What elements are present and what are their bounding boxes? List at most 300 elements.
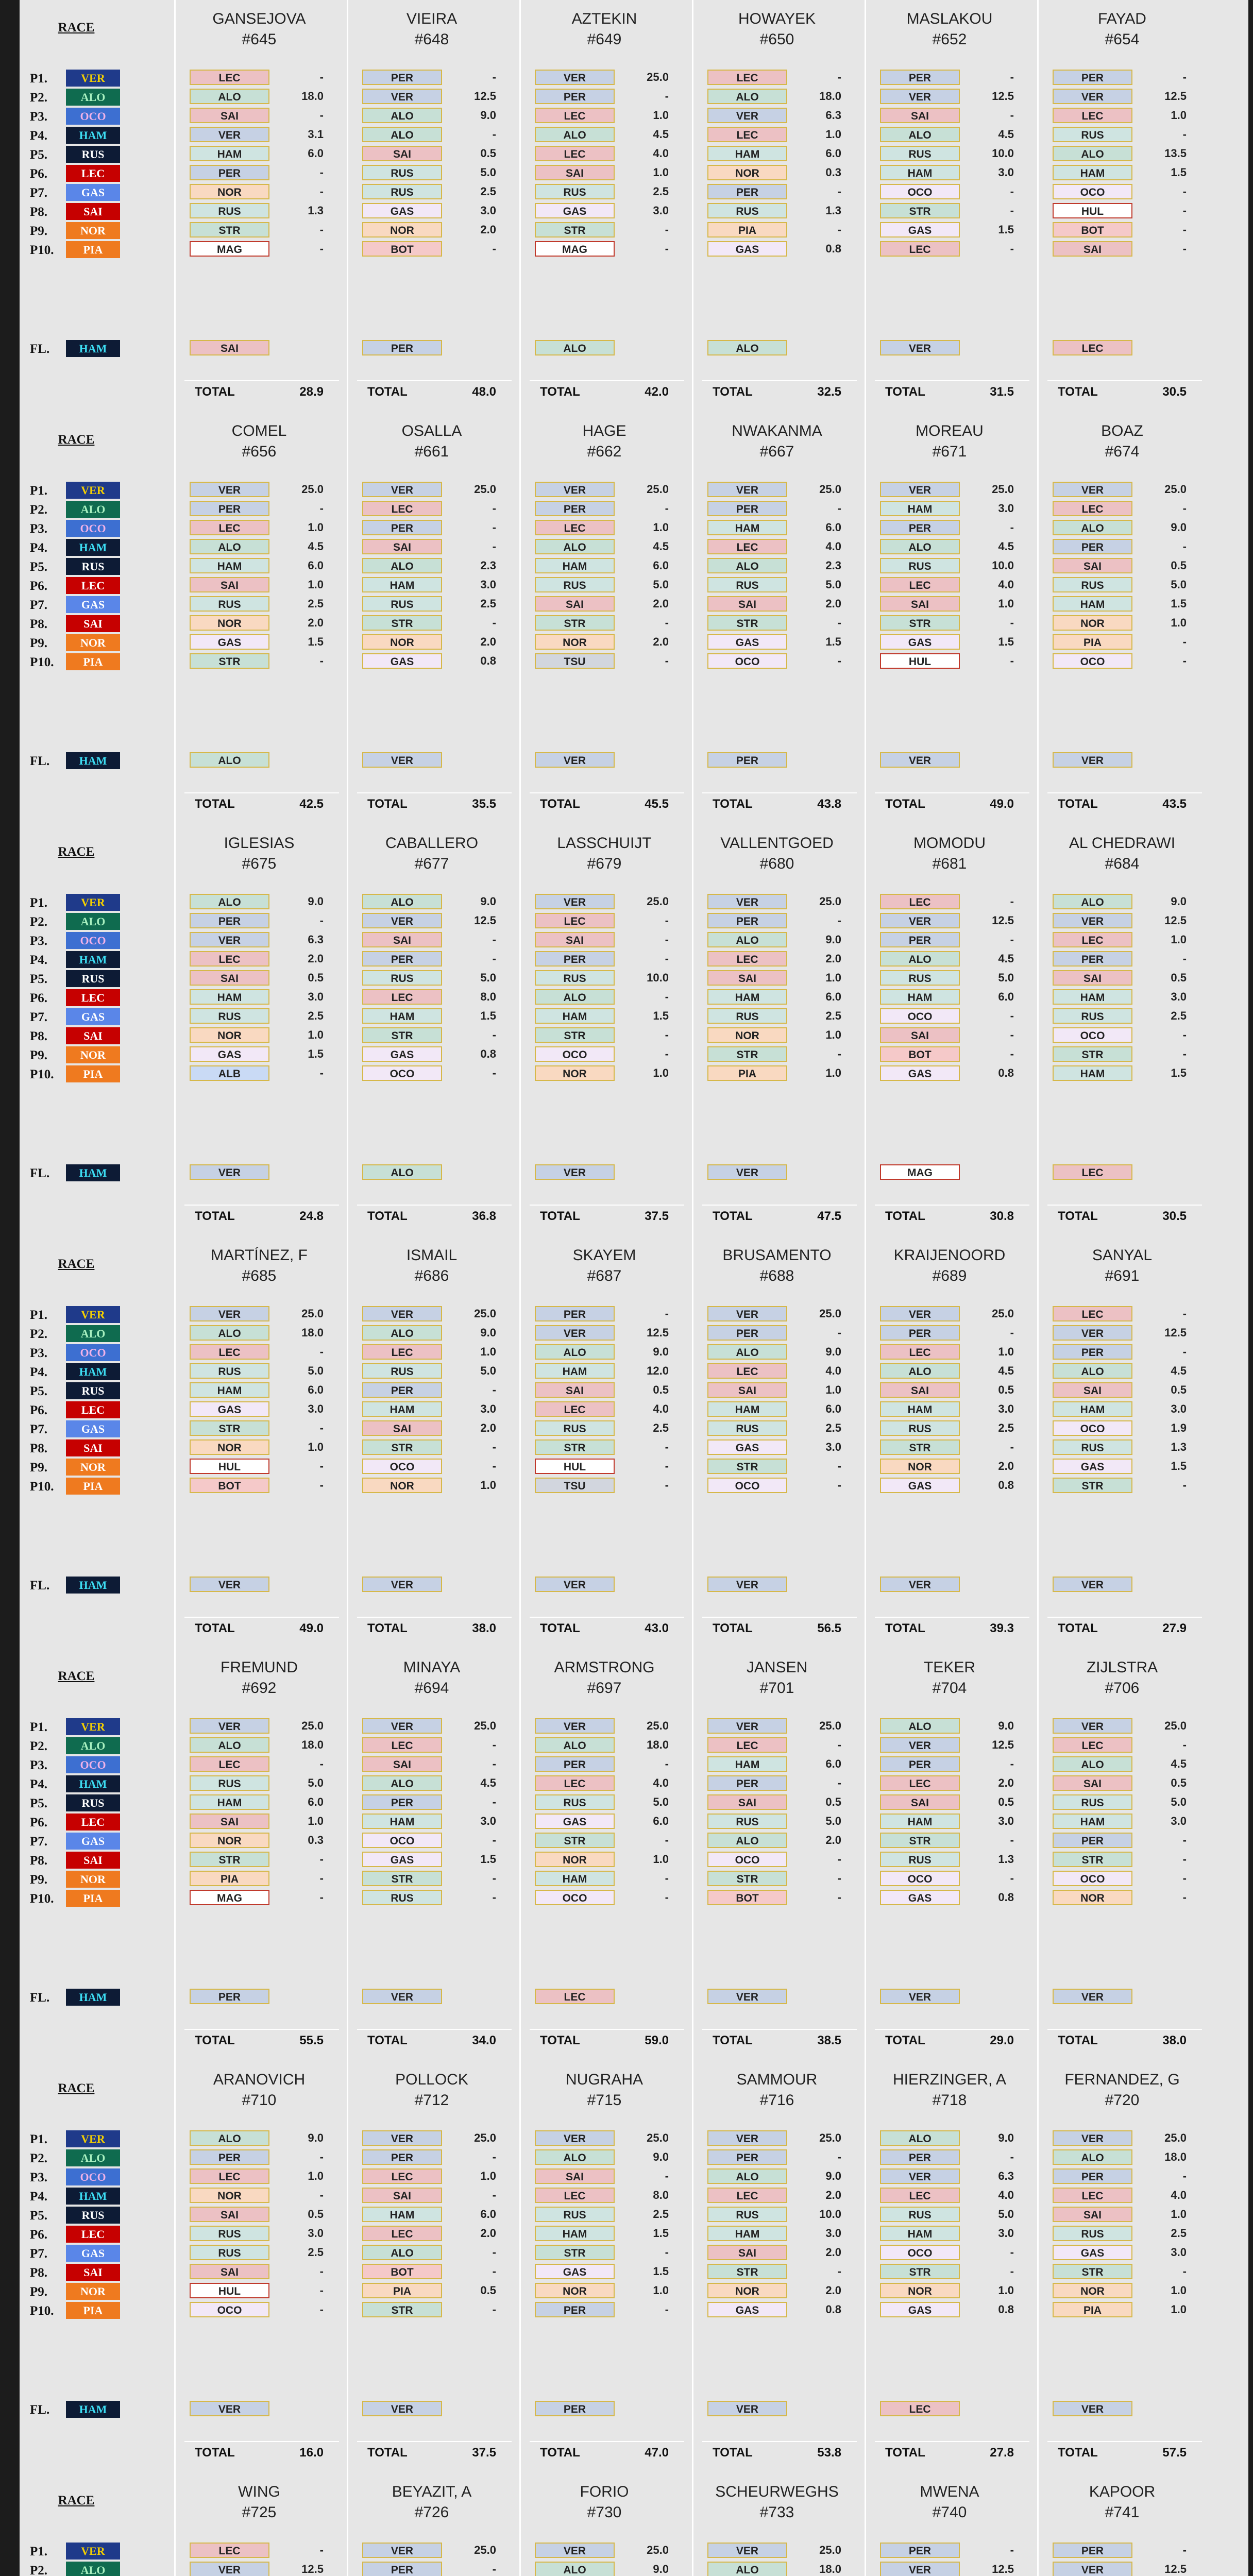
player-column — [692, 1236, 862, 1649]
pick-points: 5.0 — [480, 1364, 496, 1377]
pick-cell: HUL — [190, 1459, 269, 1474]
pick-cell: PER — [190, 501, 269, 516]
pick-points: - — [492, 1066, 496, 1079]
key-driver-badge: SAI — [66, 1852, 120, 1869]
pick-cell: GAS — [880, 1065, 960, 1081]
pick-cell: RUS — [1053, 127, 1132, 142]
pick-points: 5.0 — [1171, 578, 1187, 591]
pick-cell: VER — [880, 2562, 960, 2576]
pick-cell: LEC — [707, 1363, 787, 1379]
key-driver-badge: PIA — [66, 1890, 120, 1907]
pick-cell: PER — [880, 520, 960, 535]
pick-cell: ALO — [1053, 1363, 1132, 1379]
key-driver-badge: NOR — [66, 222, 120, 239]
pick-points: 4.0 — [998, 578, 1014, 591]
pick-points: - — [1010, 2150, 1014, 2163]
player-column — [347, 0, 517, 412]
pick-cell: STR — [707, 1459, 787, 1474]
pick-cell: STR — [880, 2264, 960, 2279]
pick-points: - — [1182, 540, 1187, 553]
player-number: #662 — [587, 443, 622, 460]
pick-points: 6.0 — [653, 559, 669, 572]
player-number: #688 — [759, 1267, 794, 1284]
position-label: P10. — [30, 1480, 54, 1494]
pick-cell: PIA — [362, 2283, 442, 2298]
pick-points: 18.0 — [819, 90, 841, 103]
pick-cell: SAI — [535, 1382, 615, 1398]
pick-points: 0.8 — [998, 1479, 1014, 1492]
pick-cell: STR — [190, 222, 269, 238]
total-rule — [530, 2029, 684, 2030]
total-label: TOTAL — [367, 385, 408, 399]
pick-cell: HAM — [707, 2226, 787, 2241]
total-label: TOTAL — [713, 1621, 753, 1635]
pick-points: 9.0 — [308, 2131, 324, 2144]
player-number: #671 — [932, 443, 967, 460]
column-divider — [692, 824, 693, 1236]
pick-points: 5.0 — [653, 578, 669, 591]
fastest-lap-label: FL. — [30, 2403, 50, 2417]
player-name: KAPOOR — [1089, 2483, 1156, 2500]
pick-points: - — [492, 1872, 496, 1885]
key-driver-badge: RUS — [66, 1382, 120, 1399]
pick-points: 2.0 — [825, 2246, 841, 2259]
total-label: TOTAL — [195, 2446, 235, 2460]
pick-cell: BOT — [362, 2264, 442, 2279]
driver-key — [20, 824, 123, 1236]
pick-points: 9.0 — [480, 895, 496, 908]
position-label: P9. — [30, 1461, 48, 1475]
pick-cell: PER — [880, 932, 960, 947]
pick-cell: STR — [535, 615, 615, 631]
column-divider — [692, 412, 693, 824]
pick-points: 0.5 — [480, 2284, 496, 2297]
pick-points: - — [1010, 1440, 1014, 1453]
pick-points: - — [1010, 109, 1014, 122]
pick-cell: HAM — [1053, 1401, 1132, 1417]
player-number: #725 — [242, 2504, 277, 2521]
fastest-lap-pick: PER — [707, 752, 787, 768]
pick-points: - — [1182, 1345, 1187, 1358]
player-column — [1037, 1649, 1207, 2061]
pick-cell: PER — [362, 520, 442, 535]
total-rule — [875, 1205, 1029, 1206]
pick-cell: OCO — [362, 1833, 442, 1848]
pick-cell: GAS — [880, 1890, 960, 1905]
pick-points: 1.5 — [308, 1047, 324, 1060]
key-fl-badge: HAM — [66, 340, 120, 357]
pick-cell: LEC — [707, 70, 787, 85]
pick-cell: PER — [880, 2149, 960, 2165]
position-label: P9. — [30, 636, 48, 650]
pick-cell: RUS — [1053, 1439, 1132, 1455]
position-label: P7. — [30, 598, 48, 612]
player-number: #692 — [242, 1680, 277, 1697]
pick-points: 0.5 — [825, 1795, 841, 1808]
pick-cell: VER — [707, 1306, 787, 1321]
pick-points: - — [492, 1738, 496, 1751]
pick-cell: NOR — [190, 1027, 269, 1043]
pick-cell: NOR — [707, 165, 787, 180]
key-driver-badge: RUS — [66, 2207, 120, 2224]
fastest-lap-pick: VER — [880, 1989, 960, 2004]
position-label: P4. — [30, 129, 48, 143]
pick-points: - — [837, 1738, 841, 1751]
pick-points: 2.0 — [308, 952, 324, 965]
pick-points: 1.3 — [308, 204, 324, 217]
race-heading: RACE — [58, 21, 95, 35]
pick-cell: VER — [190, 2562, 269, 2576]
pick-points: - — [665, 1028, 669, 1041]
pick-points: 25.0 — [1164, 1719, 1187, 1732]
key-driver-badge: HAM — [66, 2188, 120, 2205]
pick-points: 2.0 — [998, 1776, 1014, 1789]
pick-points: 9.0 — [1171, 521, 1187, 534]
fastest-lap-label: FL. — [30, 1166, 50, 1180]
pick-cell: PIA — [1053, 634, 1132, 650]
key-row — [30, 1439, 123, 1458]
pick-points: 1.5 — [653, 2265, 669, 2278]
total-value: 32.5 — [817, 385, 841, 399]
race-block — [20, 1236, 1248, 1649]
player-number: #726 — [414, 2504, 449, 2521]
pick-points: 3.0 — [480, 204, 496, 217]
total-label: TOTAL — [367, 2033, 408, 2047]
total-value: 43.5 — [1162, 797, 1187, 811]
pick-cell: VER — [535, 2543, 615, 2558]
total-rule — [1047, 1205, 1202, 1206]
pick-cell: VER — [535, 482, 615, 497]
key-row — [30, 2302, 123, 2320]
pick-cell: HAM — [535, 2226, 615, 2241]
total-rule — [357, 2441, 512, 2442]
pick-points: 1.5 — [1171, 1066, 1187, 1079]
pick-cell: STR — [362, 1439, 442, 1455]
pick-cell: GAS — [1053, 2245, 1132, 2260]
player-column — [174, 2473, 344, 2576]
pick-cell: HAM — [190, 1794, 269, 1810]
key-row — [30, 894, 123, 912]
pick-cell: ALO — [362, 1325, 442, 1341]
key-row — [30, 127, 123, 145]
position-label: P10. — [30, 1067, 54, 1081]
key-fl-badge: HAM — [66, 752, 120, 769]
pick-cell: ALO — [1053, 894, 1132, 909]
pick-points: - — [1182, 1028, 1187, 1041]
pick-points: 4.5 — [1171, 1757, 1187, 1770]
fastest-lap-label: FL. — [30, 754, 50, 768]
pick-cell: RUS — [190, 1363, 269, 1379]
player-column — [692, 2473, 862, 2576]
position-label: P6. — [30, 991, 48, 1005]
key-row — [30, 2130, 123, 2149]
key-driver-badge: HAM — [66, 951, 120, 968]
pick-points: 25.0 — [819, 1307, 841, 1320]
pick-cell: PER — [190, 913, 269, 928]
pick-points: 1.5 — [480, 1853, 496, 1866]
pick-points: 25.0 — [819, 483, 841, 496]
pick-points: - — [319, 185, 324, 198]
position-label: P4. — [30, 2190, 48, 2204]
pick-cell: SAI — [707, 970, 787, 986]
column-divider — [865, 1649, 866, 2061]
pick-cell: RUS — [880, 146, 960, 161]
pick-points: - — [665, 223, 669, 236]
key-row — [30, 1306, 123, 1325]
player-name: ZIJLSTRA — [1086, 1659, 1158, 1676]
pick-cell: RUS — [535, 970, 615, 986]
pick-cell: NOR — [1053, 615, 1132, 631]
pick-cell: VER — [190, 932, 269, 947]
player-name: SCHEURWEGHS — [715, 2483, 839, 2500]
pick-cell: GAS — [707, 2302, 787, 2317]
pick-cell: GAS — [190, 1401, 269, 1417]
pick-cell: SAI — [880, 1027, 960, 1043]
pick-points: - — [665, 1891, 669, 1904]
pick-points: - — [319, 1853, 324, 1866]
race-heading: RACE — [58, 845, 95, 859]
pick-points: 5.0 — [825, 578, 841, 591]
pick-points: - — [1010, 2544, 1014, 2556]
column-divider — [174, 412, 176, 824]
pick-cell: NOR — [707, 2283, 787, 2298]
pick-points: 3.0 — [653, 204, 669, 217]
pick-points: 13.5 — [1164, 147, 1187, 160]
driver-key — [20, 412, 123, 824]
pick-cell: ALO — [190, 1325, 269, 1341]
fastest-lap-pick: LEC — [880, 2401, 960, 2416]
total-value: 34.0 — [472, 2033, 496, 2047]
pick-points: 2.0 — [998, 1460, 1014, 1472]
pick-cell: LEC — [880, 241, 960, 257]
pick-cell: LEC — [190, 1756, 269, 1772]
key-row — [30, 1852, 123, 1870]
player-number: #720 — [1105, 2092, 1140, 2109]
race-block — [20, 1649, 1248, 2061]
pick-cell: SAI — [707, 596, 787, 612]
total-value: 49.0 — [299, 1621, 324, 1635]
pick-points: 12.5 — [992, 914, 1014, 927]
pick-points: 2.0 — [825, 597, 841, 610]
pick-points: 12.5 — [474, 914, 496, 927]
key-row — [30, 970, 123, 989]
total-label: TOTAL — [713, 2446, 753, 2460]
position-label: P6. — [30, 1403, 48, 1417]
pick-points: - — [492, 1891, 496, 1904]
pick-points: 2.5 — [480, 597, 496, 610]
player-name: MOREAU — [916, 422, 984, 439]
pick-points: - — [665, 990, 669, 1003]
total-label: TOTAL — [885, 1209, 925, 1223]
player-column — [347, 412, 517, 824]
pick-points: 3.0 — [1171, 2246, 1187, 2259]
total-rule — [184, 380, 339, 381]
position-label: P2. — [30, 2151, 48, 2165]
fastest-lap-pick: ALO — [190, 752, 269, 768]
total-label: TOTAL — [713, 1209, 753, 1223]
player-name: MOMODU — [913, 835, 986, 852]
player-column — [174, 2061, 344, 2473]
pick-cell: VER — [880, 89, 960, 104]
player-number: #650 — [759, 31, 794, 48]
position-label: P5. — [30, 972, 48, 986]
pick-cell: VER — [362, 89, 442, 104]
key-row — [30, 1027, 123, 1046]
column-divider — [692, 1236, 693, 1649]
pick-cell: LEC — [190, 951, 269, 967]
pick-cell: OCO — [362, 1459, 442, 1474]
fastest-lap-pick: VER — [362, 1577, 442, 1592]
pick-points: 6.0 — [998, 990, 1014, 1003]
key-fl-badge: HAM — [66, 1989, 120, 2006]
pick-points: 12.5 — [1164, 2563, 1187, 2575]
pick-cell: VER — [362, 1718, 442, 1734]
pick-points: 1.0 — [653, 109, 669, 122]
pick-points: 0.5 — [308, 2208, 324, 2221]
position-label: P3. — [30, 1346, 48, 1360]
player-number: #645 — [242, 31, 277, 48]
pick-cell: VER — [362, 482, 442, 497]
pick-points: 0.5 — [1171, 1383, 1187, 1396]
key-driver-badge: VER — [66, 70, 120, 87]
pick-cell: LEC — [535, 1401, 615, 1417]
pick-points: 3.0 — [308, 1402, 324, 1415]
pick-points: 25.0 — [819, 2131, 841, 2144]
pick-points: 8.0 — [480, 990, 496, 1003]
pick-points: 6.3 — [308, 933, 324, 946]
pick-points: - — [492, 502, 496, 515]
pick-cell: STR — [190, 1420, 269, 1436]
fastest-lap-pick: VER — [190, 2401, 269, 2416]
pick-cell: RUS — [707, 1008, 787, 1024]
position-label: P10. — [30, 243, 54, 257]
pick-points: - — [837, 1891, 841, 1904]
pick-cell: SAI — [190, 2264, 269, 2279]
pick-points: 12.5 — [992, 1738, 1014, 1751]
key-row — [30, 146, 123, 164]
key-driver-badge: OCO — [66, 1344, 120, 1361]
player-number: #712 — [414, 2092, 449, 2109]
key-row — [30, 1065, 123, 1084]
pick-points: 0.5 — [653, 1383, 669, 1396]
pick-points: - — [837, 2265, 841, 2278]
pick-cell: SAI — [362, 1756, 442, 1772]
player-number: #656 — [242, 443, 277, 460]
pick-cell: LEC — [1053, 2188, 1132, 2203]
key-row — [30, 1459, 123, 1477]
pick-cell: HAM — [880, 501, 960, 516]
total-label: TOTAL — [195, 1621, 235, 1635]
total-value: 56.5 — [817, 1621, 841, 1635]
pick-cell: PER — [535, 501, 615, 516]
key-driver-badge: PIA — [66, 2302, 120, 2319]
pick-cell: HAM — [535, 1871, 615, 1886]
fastest-lap-pick: VER — [1053, 1989, 1132, 2004]
pick-cell: RUS — [362, 1890, 442, 1905]
pick-points: 4.0 — [998, 2189, 1014, 2201]
total-rule — [530, 792, 684, 793]
pick-points: 25.0 — [647, 895, 669, 908]
pick-cell: SAI — [880, 108, 960, 123]
pick-cell: NOR — [362, 1478, 442, 1493]
pick-cell: NOR — [535, 2283, 615, 2298]
pick-points: 0.8 — [998, 2303, 1014, 2316]
pick-cell: BOT — [190, 1478, 269, 1493]
pick-cell: OCO — [1053, 653, 1132, 669]
player-name: VALLENTGOED — [720, 835, 834, 852]
pick-points: - — [1182, 223, 1187, 236]
pick-points: 12.5 — [474, 90, 496, 103]
pick-points: - — [319, 1872, 324, 1885]
pick-cell: VER — [1053, 1718, 1132, 1734]
key-row — [30, 1344, 123, 1363]
position-label: P6. — [30, 579, 48, 593]
pick-cell: RUS — [880, 1420, 960, 1436]
key-row — [30, 596, 123, 615]
pick-cell: RUS — [880, 1852, 960, 1867]
total-label: TOTAL — [367, 797, 408, 811]
player-name: HAGE — [582, 422, 626, 439]
pick-cell: SAI — [1053, 241, 1132, 257]
player-column — [347, 1649, 517, 2061]
total-label: TOTAL — [885, 1621, 925, 1635]
pick-points: - — [665, 1307, 669, 1320]
pick-points: - — [665, 914, 669, 927]
pick-points: 1.5 — [308, 635, 324, 648]
pick-cell: RUS — [362, 184, 442, 199]
pick-points: - — [1182, 185, 1187, 198]
pick-cell: MAG — [190, 241, 269, 257]
key-driver-badge: LEC — [66, 989, 120, 1006]
pick-points: 1.5 — [998, 223, 1014, 236]
pick-points: - — [1010, 1028, 1014, 1041]
pick-points: - — [492, 540, 496, 553]
pick-cell: VER — [535, 1325, 615, 1341]
pick-points: 1.0 — [825, 971, 841, 984]
pick-points: 2.0 — [653, 597, 669, 610]
pick-cell: PER — [880, 1756, 960, 1772]
pick-points: 1.0 — [825, 1066, 841, 1079]
player-number: #680 — [759, 855, 794, 872]
pick-cell: SAI — [707, 1382, 787, 1398]
pick-cell: ALO — [535, 1344, 615, 1360]
position-label: P7. — [30, 2247, 48, 2261]
position-label: P3. — [30, 1758, 48, 1772]
player-number: #679 — [587, 855, 622, 872]
pick-points: - — [319, 1479, 324, 1492]
pick-points: - — [837, 1047, 841, 1060]
pick-points: 6.0 — [825, 990, 841, 1003]
pick-cell: STR — [535, 222, 615, 238]
player-name: WING — [238, 2483, 280, 2500]
total-label: TOTAL — [540, 385, 580, 399]
key-fl-row — [30, 340, 123, 359]
pick-cell: PER — [707, 2149, 787, 2165]
pick-cell: RUS — [362, 1363, 442, 1379]
column-divider — [1037, 412, 1039, 824]
column-divider — [347, 824, 348, 1236]
pick-cell: OCO — [190, 2302, 269, 2317]
race-heading: RACE — [58, 2494, 95, 2507]
pick-cell: GAS — [535, 203, 615, 218]
player-number: #706 — [1105, 1680, 1140, 1697]
pick-cell: SAI — [1053, 1775, 1132, 1791]
pick-cell: GAS — [190, 1046, 269, 1062]
pick-points: 9.0 — [998, 1719, 1014, 1732]
total-rule — [1047, 2029, 1202, 2030]
pick-points: 25.0 — [992, 483, 1014, 496]
key-driver-badge: LEC — [66, 1814, 120, 1831]
